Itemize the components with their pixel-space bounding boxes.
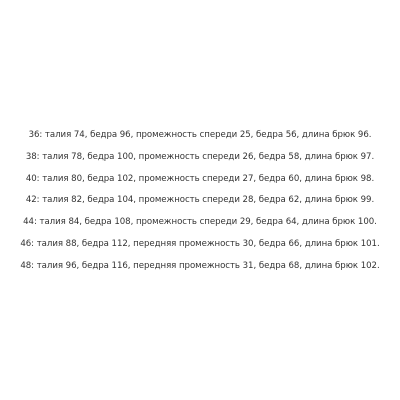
size-line-48: 48: талия 96, бедра 116, передняя промежность 31, бедра 68, длина брюк 102.: [20, 260, 380, 271]
size-line-36: 36: талия 74, бедра 96, промежность спереди 25, бедра 56, длина брюк 96.: [28, 130, 372, 140]
size-line-40: 40: талия 80, бедра 102, промежность спереди 27, бедра 60, длина брюк 98.: [25, 173, 375, 184]
size-line-38: 38: талия 78, бедра 100, промежность спереди 26, бедра 58, длина брюк 97.: [25, 151, 375, 162]
size-line-44: 44: талия 84, бедра 108, промежность спереди 29, бедра 64, длина брюк 100.: [23, 217, 377, 228]
size-line-46: 46: талия 88, бедра 112, передняя промежность 30, бедра 66, длина брюк 101.: [20, 238, 380, 249]
size-line-42: 42: талия 82, бедра 104, промежность спереди 28, бедра 62, длина брюк 99.: [25, 195, 375, 206]
size-chart-list: [0, 127, 400, 280]
